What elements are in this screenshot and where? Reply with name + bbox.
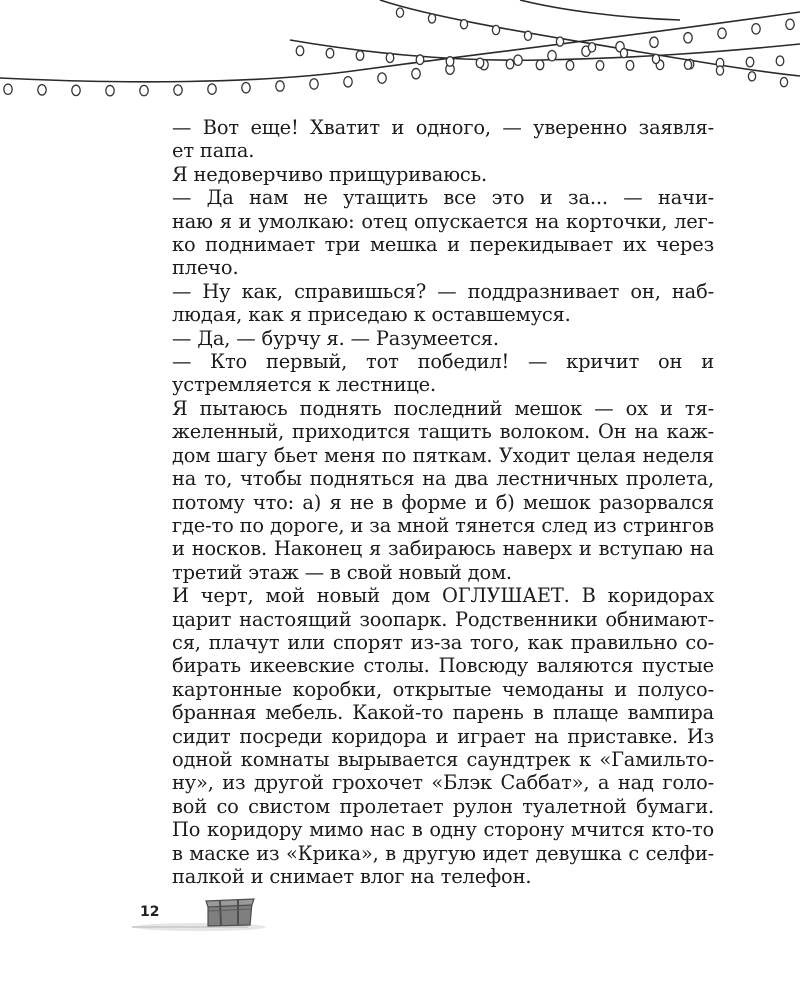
light-bulb-icon [566, 61, 574, 71]
light-bulb-icon [356, 51, 364, 61]
text-line: в маске из «Крика», в другую идет девушка с селфи- [172, 841, 714, 865]
text-line: одной комнаты вырывается саундтрек к «Гамильто- [172, 747, 714, 771]
text-line: вой со свистом пролетает рулон туалетной бумаги. [172, 794, 714, 818]
light-bulb-icon [514, 55, 522, 65]
paragraph [136, 280, 714, 327]
text-line: ет папа. [172, 139, 255, 163]
text-line: ну», из другой грохочет «Блэк Саббат», а над голо- [172, 771, 714, 795]
text-line: сидит посреди коридора и играет на приставке. Из [172, 724, 714, 748]
light-bulb-icon [556, 37, 563, 46]
text-line: — Да, — бурчу я. — Разумеется. [172, 326, 499, 350]
text-line: потому что: а) я не в форме и б) мешок разорвался [172, 490, 714, 514]
text-line: — Кто первый, тот победил! — кричит он и [172, 350, 714, 374]
light-bulb-icon [378, 73, 386, 83]
light-bulb-icon [326, 48, 334, 58]
light-bulb-icon [492, 25, 499, 34]
text-line: и носков. Наконец я забираюсь наверх и вступаю на [172, 537, 714, 561]
paragraph [136, 163, 714, 186]
text-line: царит настоящий зоопарк. Родственники обнимают- [172, 607, 714, 631]
light-bulb-icon [174, 85, 182, 95]
text-line: картонные коробки, открытые чемоданы и полусо- [172, 677, 714, 701]
light-bulb-icon [416, 55, 424, 65]
light-bulb-icon [684, 33, 692, 43]
light-bulb-icon [4, 84, 12, 94]
light-bulb-icon [588, 43, 595, 52]
text-line: на то, чтобы подняться на два лестничных пролета, [172, 467, 714, 491]
paragraph [136, 584, 714, 888]
light-bulb-icon [344, 77, 352, 87]
text-line: ся, плачут или спорят из-за того, как правильно со- [172, 630, 714, 654]
light-bulb-icon [72, 85, 80, 95]
paragraph [136, 327, 714, 350]
text-line: ко поднимает три мешка и перекидывает их через [172, 233, 714, 257]
light-bulb-icon [718, 28, 726, 38]
string-lights-icon [0, 0, 800, 115]
body-text [136, 116, 714, 888]
text-line: где-то по дороге, и за мной тянется след из стрингов [172, 513, 714, 537]
light-bulb-icon [476, 58, 484, 68]
light-bulb-icon [460, 20, 467, 29]
light-bulb-icon [620, 49, 627, 58]
light-bulb-icon [310, 79, 318, 89]
text-line: людая, как я приседаю к оставшемуся. [172, 303, 571, 327]
light-bulb-icon [386, 53, 394, 63]
paragraph [136, 116, 714, 163]
text-line: желенный, приходится тащить волоком. Он на каж- [172, 420, 714, 444]
paragraph [136, 397, 714, 584]
text-line: бранная мебель. Какой-то парень в плаще вампира [172, 701, 714, 725]
text-line: — Ну как, справишься? — поддразнивает он, наб- [172, 279, 714, 303]
text-line: — Вот еще! Хватит и одного, — уверенно заявля- [172, 116, 714, 139]
light-bulb-icon [650, 37, 658, 47]
light-bulb-icon [506, 59, 514, 69]
text-line: Я пытаюсь поднять последний мешок — ох и тя- [172, 396, 714, 420]
paragraph [136, 350, 714, 397]
light-bulb-icon [652, 54, 659, 63]
light-bulb-icon [242, 83, 250, 93]
light-bulb-icon [140, 85, 148, 95]
text-line: — Да нам не утащить все это и за... — начи- [172, 186, 714, 210]
light-bulb-icon [412, 68, 420, 78]
text-line: палкой и снимает влог на телефон. [172, 865, 532, 888]
light-bulb-icon [106, 85, 114, 95]
text-line: По коридору мимо нас в одну сторону мчится кто-то [172, 818, 714, 842]
text-line: плечо. [172, 256, 239, 280]
text-line: И черт, мой новый дом ОГЛУШАЕТ. В коридорах [172, 584, 714, 608]
text-line: Я недоверчиво прищуриваюсь. [172, 162, 488, 186]
text-line: бирать икеевские столы. Повсюду валяются пустые [172, 654, 714, 678]
paragraph [136, 186, 714, 280]
text-line: наю я и умолкаю: отец опускается на корточки, лег- [172, 209, 714, 233]
text-line: устремляется к лестнице. [172, 373, 436, 397]
light-bulb-icon [548, 50, 556, 60]
light-bulb-icon [38, 85, 46, 95]
light-bulb-icon [296, 46, 304, 56]
light-bulb-icon [596, 61, 604, 71]
light-bulb-icon [446, 57, 454, 67]
light-bulb-icon [276, 81, 284, 91]
light-bulb-icon [746, 57, 754, 67]
page-number: 12 [140, 904, 160, 920]
light-bulb-icon [428, 14, 435, 23]
light-bulb-icon [536, 60, 544, 70]
light-bulb-icon [748, 72, 755, 81]
light-bulb-icon [776, 56, 784, 66]
light-bulb-icon [684, 60, 691, 69]
text-line: третий этаж — в свой новый дом. [172, 560, 512, 584]
light-bulb-icon [626, 61, 634, 71]
light-bulb-icon [786, 19, 794, 29]
light-bulb-icon [396, 8, 403, 17]
light-bulb-icon [208, 84, 216, 94]
text-line: дом шагу бьет меня по пяткам. Уходит целая неделя [172, 443, 714, 467]
light-bulb-icon [524, 31, 531, 40]
light-bulb-icon [716, 66, 723, 75]
light-bulb-icon [752, 24, 760, 34]
light-bulb-icon [780, 78, 787, 87]
